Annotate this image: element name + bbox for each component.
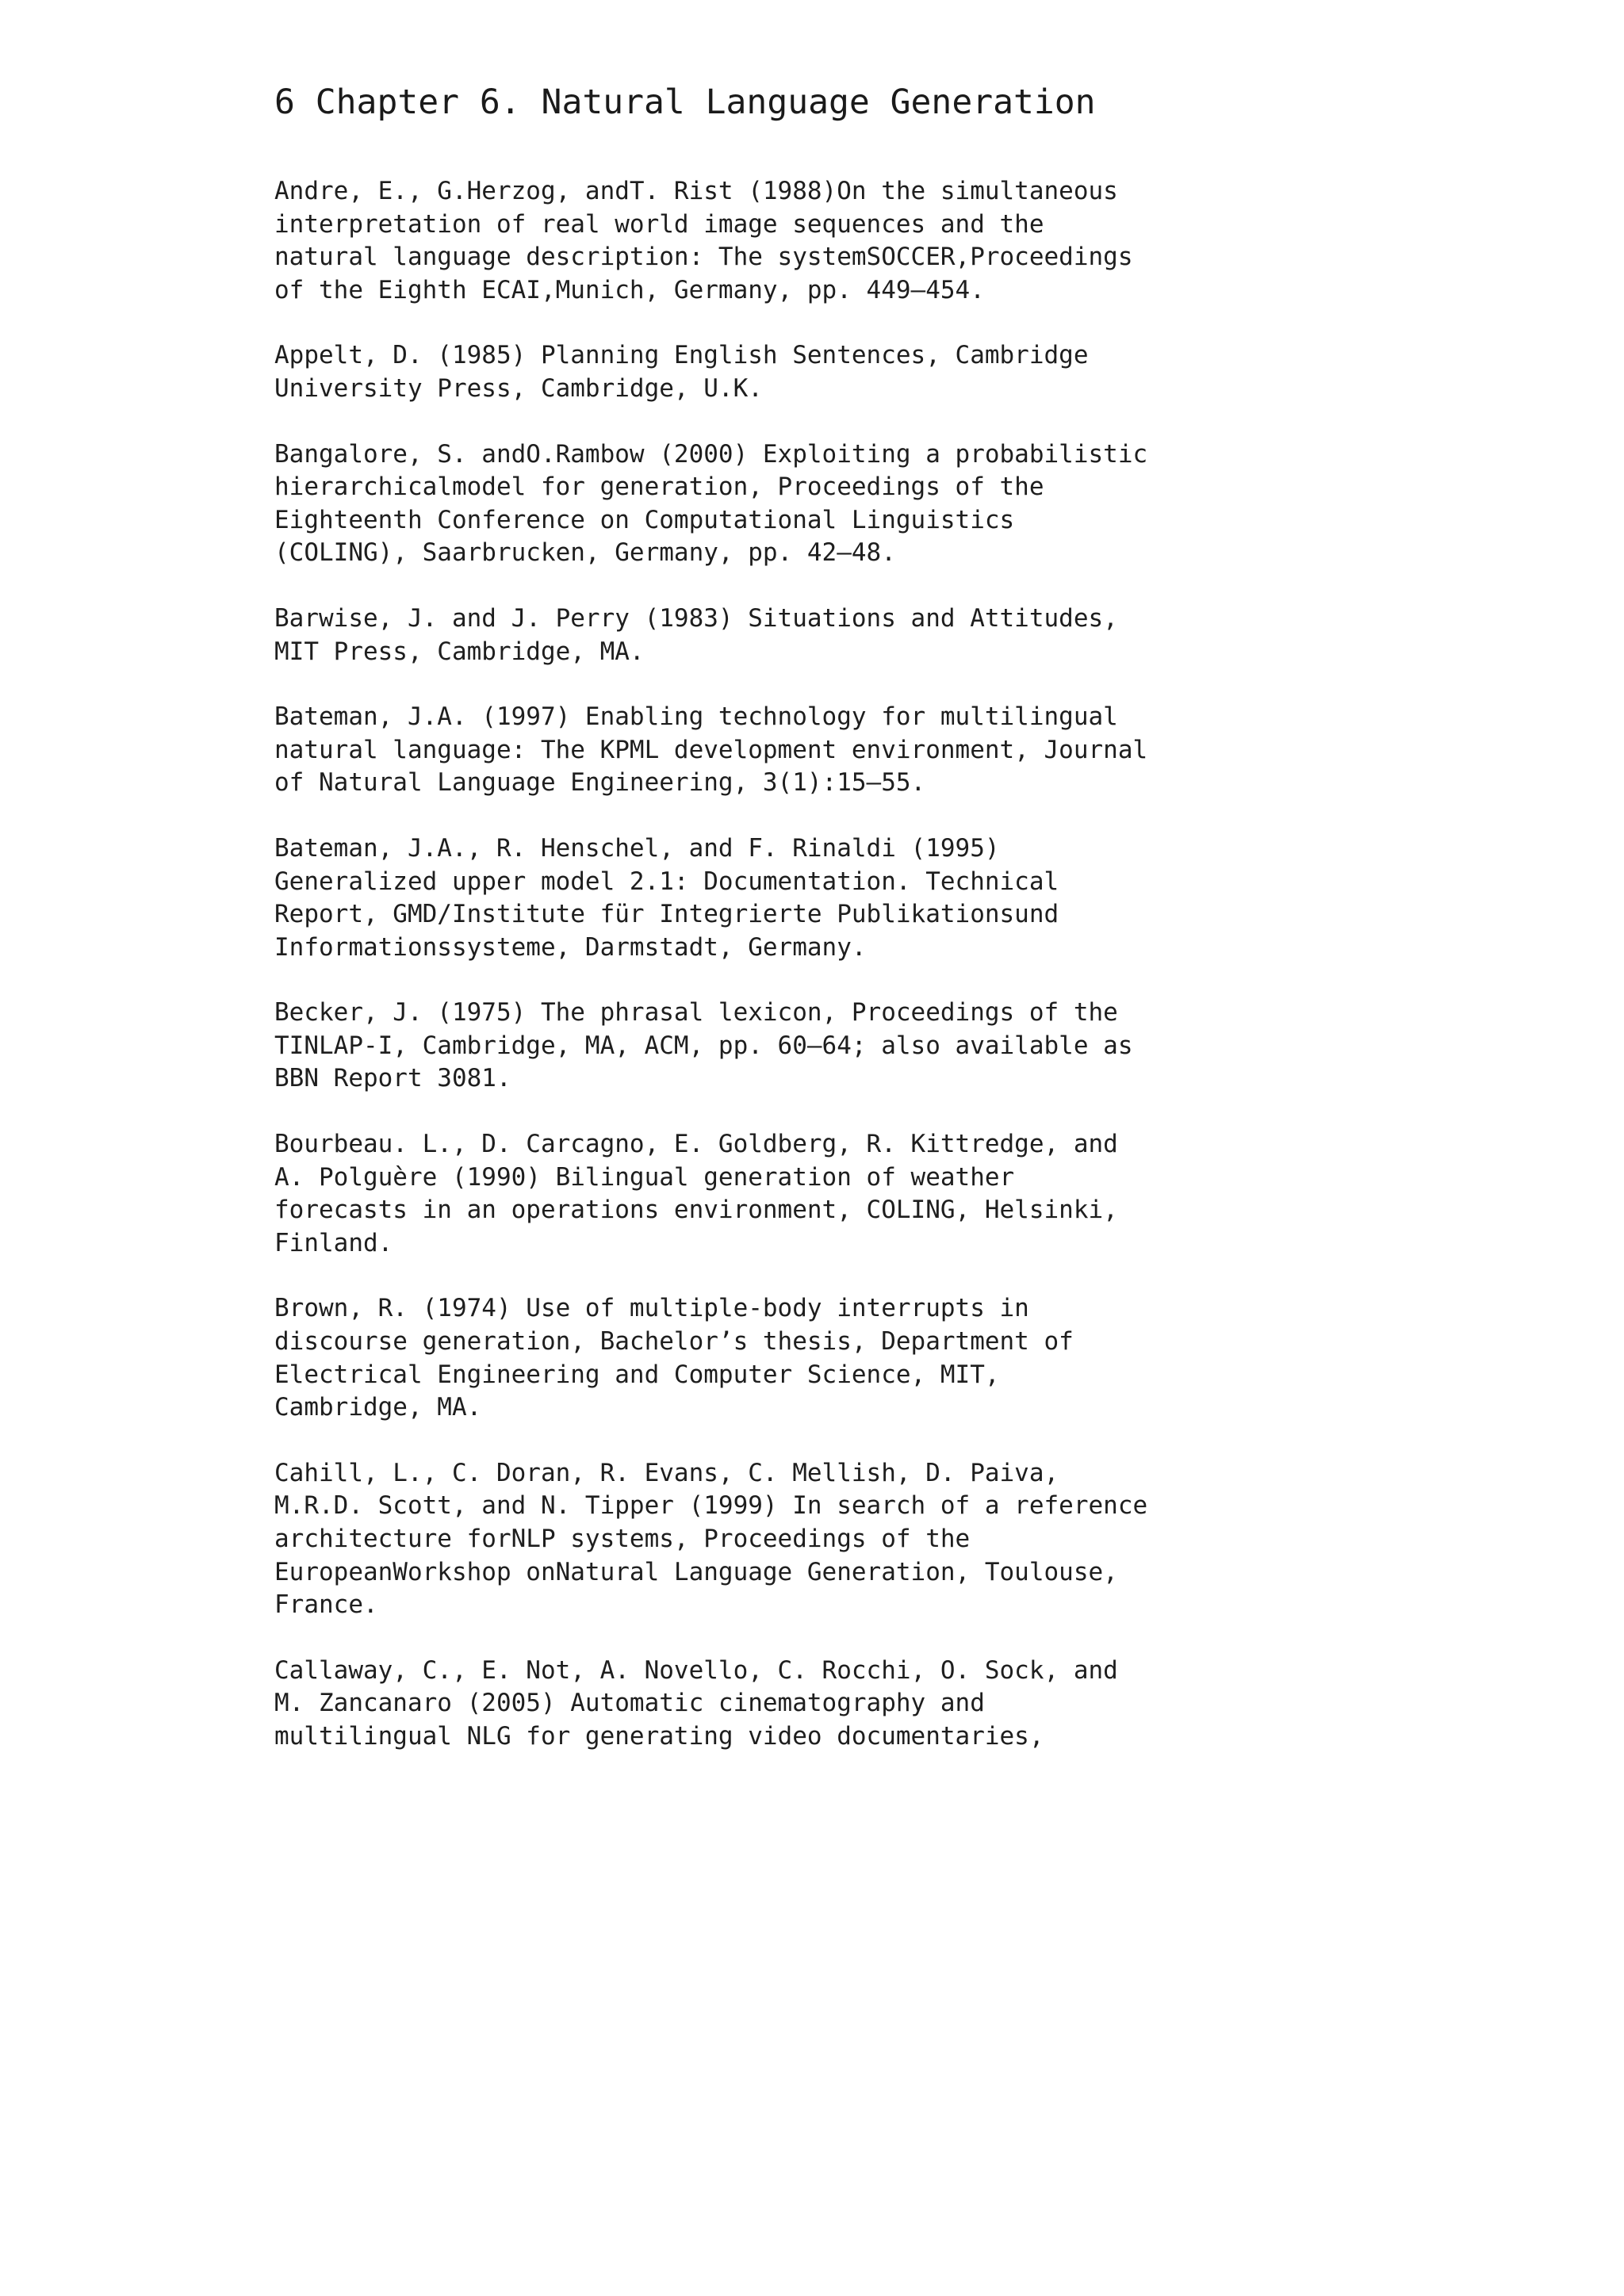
chapter-title: Chapter 6. Natural Language Generation: [315, 82, 1096, 122]
reference-line: Barwise, J. and J. Perry (1983) Situations and Attitudes,: [274, 603, 1118, 633]
reference-entry: [274, 1128, 1385, 1260]
page-number: 6: [274, 82, 295, 122]
reference-entry: [274, 1655, 1385, 1754]
reference-line: Bangalore, S. andO.Rambow (2000) Exploiting a probabilistic: [274, 439, 1148, 469]
reference-line: (COLING), Saarbrucken, Germany, pp. 42–48.: [274, 538, 896, 568]
reference-line: Eighteenth Conference on Computational Linguistics: [274, 505, 1015, 534]
reference-line: M. Zancanaro (2005) Automatic cinematography and: [274, 1689, 985, 1718]
reference-line: Finland.: [274, 1228, 393, 1257]
reference-line: University Press, Cambridge, U.K.: [274, 373, 763, 403]
reference-line: Bateman, J.A. (1997) Enabling technology for multilingual: [274, 702, 1118, 732]
reference-line: Informationssysteme, Darmstadt, Germany.: [274, 932, 867, 962]
reference-line: MIT Press, Cambridge, MA.: [274, 637, 645, 666]
reference-entry: [274, 438, 1385, 570]
page-header: [274, 79, 1096, 125]
reference-list: [274, 175, 1385, 1786]
reference-line: France.: [274, 1590, 378, 1620]
reference-entry: [274, 832, 1385, 964]
reference-entry: [274, 1457, 1385, 1622]
reference-line: TINLAP-I, Cambridge, MA, ACM, pp. 60–64; also available as: [274, 1031, 1133, 1060]
reference-line: of Natural Language Engineering, 3(1):15–55.: [274, 768, 926, 798]
reference-line: M.R.D. Scott, and N. Tipper (1999) In search of a reference: [274, 1491, 1148, 1521]
reference-line: EuropeanWorkshop onNatural Language Generation, Toulouse,: [274, 1557, 1118, 1586]
reference-line: architecture forNLP systems, Proceedings of the: [274, 1525, 971, 1553]
reference-line: Electrical Engineering and Computer Science, MIT,: [274, 1360, 1000, 1389]
reference-line: Appelt, D. (1985) Planning English Sentences, Cambridge: [274, 341, 1089, 370]
reference-line: BBN Report 3081.: [274, 1064, 511, 1093]
reference-line: Cahill, L., C. Doran, R. Evans, C. Mellish, D. Paiva,: [274, 1458, 1059, 1487]
reference-line: Report, GMD/Institute für Integrierte Publikationsund: [274, 900, 1059, 929]
reference-entry: [274, 339, 1385, 405]
reference-entry: [274, 997, 1385, 1096]
reference-line: Andre, E., G.Herzog, andT. Rist (1988)On the simultaneous: [274, 177, 1118, 205]
reference-entry: [274, 175, 1385, 307]
reference-line: of the Eighth ECAI,Munich, Germany, pp. 449–454.: [274, 275, 985, 304]
reference-line: natural language: The KPML development environment, Journal: [274, 735, 1148, 764]
reference-line: Cambridge, MA.: [274, 1393, 482, 1422]
reference-line: natural language description: The systemSOCCER,Proceedings: [274, 243, 1133, 272]
reference-line: Callaway, C., E. Not, A. Novello, C. Rocchi, O. Sock, and: [274, 1655, 1118, 1685]
reference-line: forecasts in an operations environment, COLING, Helsinki,: [274, 1196, 1118, 1225]
reference-line: Brown, R. (1974) Use of multiple-body interrupts in: [274, 1294, 1029, 1323]
reference-line: Bateman, J.A., R. Henschel, and F. Rinaldi (1995): [274, 833, 1000, 863]
reference-entry: [274, 603, 1385, 668]
reference-line: Generalized upper model 2.1: Documentation. Technical: [274, 867, 1059, 896]
reference-line: discourse generation, Bachelor’s thesis, Department of: [274, 1327, 1074, 1357]
reference-line: hierarchicalmodel for generation, Proceedings of the: [274, 473, 1044, 502]
reference-entry: [274, 1292, 1385, 1424]
reference-line: Becker, J. (1975) The phrasal lexicon, Proceedings of the: [274, 998, 1118, 1027]
reference-entry: [274, 701, 1385, 800]
reference-line: A. Polguère (1990) Bilingual generation of weather: [274, 1162, 1015, 1192]
reference-line: multilingual NLG for generating video documentaries,: [274, 1721, 1044, 1751]
reference-line: interpretation of real world image sequences and the: [274, 209, 1044, 239]
reference-line: Bourbeau. L., D. Carcagno, E. Goldberg, R. Kittredge, and: [274, 1130, 1118, 1159]
